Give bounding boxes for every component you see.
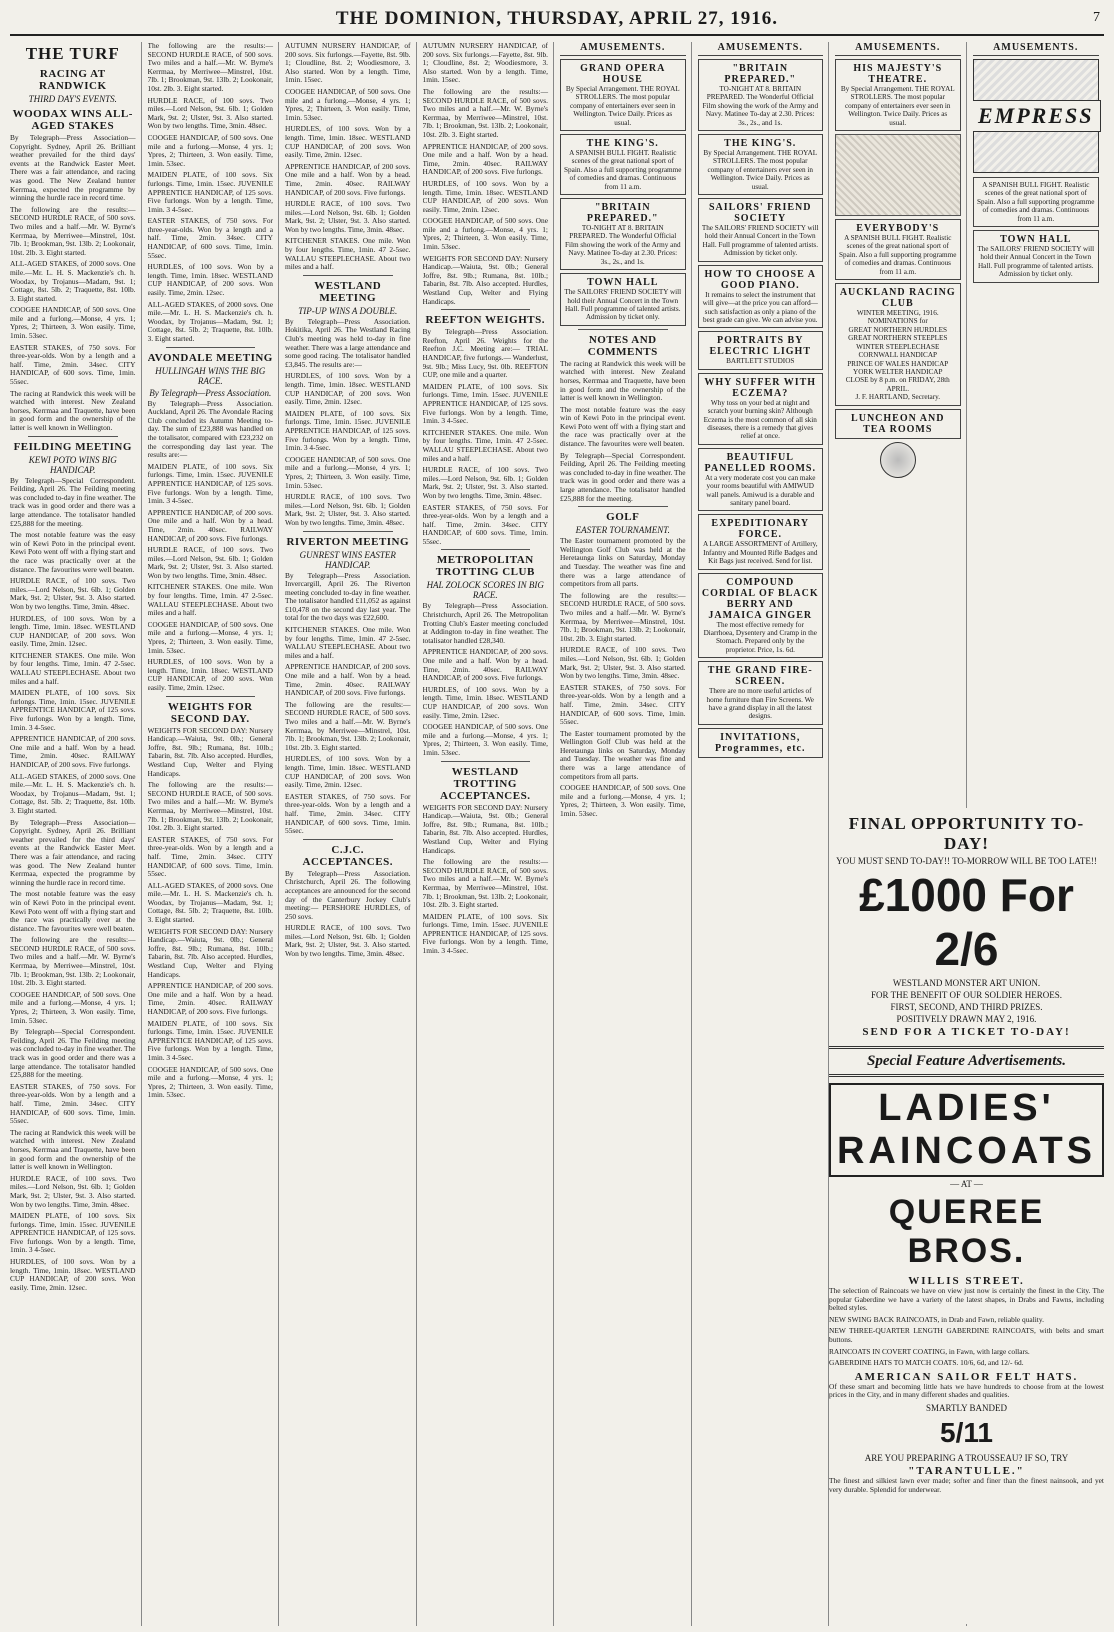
heading-golf: GOLF <box>606 511 640 524</box>
ad-fire-screen <box>698 661 824 725</box>
article-text: The following are the results:— SECOND HURDLE RACE, of 500 sovs. Two miles and a half.—Mr. W. Byrne's Kerrmaa, by Merriwee—Minstrel, 10st. 7lb. 1; Brookman, 9st. 13lb. 2; Lookonair, 10st. 2lb. 3. Eight started. <box>147 42 273 93</box>
article-text: HURDLES, of 100 sovs. Won by a length. Time, 1min. 18sec. WESTLAND CUP HANDICAP, of 200 sovs. Won easily. Time, 2min. 12sec. <box>422 178 548 214</box>
ad-kings <box>560 134 686 195</box>
art-union-benefit: FOR THE BENEFIT OF OUR SOLDIER HEROES. <box>871 990 1062 1000</box>
ad-panelled <box>698 448 824 512</box>
article-text: APPRENTICE HANDICAP, of 200 sovs. One mile and a half. Won by a head. Time, 2min. 40sec. RAILWAY HANDICAP, of 200 sovs. Five furlongs. <box>285 161 411 197</box>
ad-title: "BRITAIN PREPARED." <box>586 202 659 225</box>
article-text: WEIGHTS FOR SECOND DAY: Nursery Handicap.—Waiuta, 9st. 0lb.; General Joffre, 8st. 9lb.; Rumana, 8st. 10lb.; Tabarin, 8st. 7lb. Also accepted. Hurdles, Westland Cup, Welter and Flying Handicaps. <box>422 802 548 855</box>
article-text: HURDLES, of 100 sovs. Won by a length. Time, 1min. 18sec. WESTLAND CUP HANDICAP, of 200 sovs. Won easily. Time, 2min. 12sec. <box>147 262 273 298</box>
raincoats-swing-back: NEW SWING BACK RAINCOATS, in Drab and Fawn, reliable quality. <box>829 1314 1044 1324</box>
article-text: HURDLE RACE, of 100 sovs. Two miles.—Lord Nelson, 9st. 6lb. 1; Golden Mark, 9st. 2; Ulster, 9st. 3. Also started. Won by two lengths. Time, 3min. 48sec. <box>422 465 548 500</box>
article-text: MAIDEN PLATE, of 100 sovs. Six furlongs. Time, 1min. 15sec. JUVENILE APPRENTICE HANDICAP, of 125 sovs. Five furlongs. Won by a length. Time, 1min. 3 4-5sec. <box>147 461 273 506</box>
ad-title: THE KING'S. <box>586 138 659 150</box>
ad-text: A SPANISH BULL FIGHT. Realistic scenes of the great national sport of Spain. Also a full supporting programme of comedies and dramas. Continuous from 11 a.m. <box>839 234 957 276</box>
divider <box>303 531 393 532</box>
art-union-send-now: YOU MUST SEND TO-DAY!! TO-MORROW WILL BE TOO LATE!! <box>836 856 1097 866</box>
column-header: AMUSEMENTS. <box>560 42 686 56</box>
heading-randwick: RACING AT RANDWICK <box>38 68 107 92</box>
ad-title: "BRITAIN PREPARED." <box>724 63 797 85</box>
article-text: HURDLE RACE, of 100 sovs. Two miles.—Lord Nelson, 9st. 6lb. 1; Golden Mark, 9st. 2; Ulster, 9st. 3. Also started. Won by two lengths. Time, 3min. 48sec. <box>285 199 411 234</box>
ad-title: COMPOUND CORDIAL OF BLACK BERRY AND JAMAICA GINGER <box>701 576 819 621</box>
raincoats-hats <box>829 1359 1104 1368</box>
article-text: EASTER STAKES, of 750 sovs. For three-year-olds. Won by a length and a half. Time, 2min. 34sec. CITY HANDICAP, of 600 sovs. Time, 1min. 55sec. <box>147 834 273 879</box>
empress-banner <box>973 59 1100 173</box>
article-text: MAIDEN PLATE, of 100 sovs. Six furlongs. Time, 1min. 15sec. JUVENILE APPRENTICE HANDICAP, of 125 sovs. Five furlongs. Won by a length. Time, 1min. 3 4-5sec. <box>285 408 411 453</box>
article-text: EASTER STAKES, of 750 sovs. For three-year-olds. Won by a length and a half. Time, 2min. 34sec. CITY HANDICAP, of 600 sovs. Time, 1min. 55sec. <box>147 216 273 260</box>
column-header: AMUSEMENTS. <box>835 42 961 56</box>
article-text: COOGEE HANDICAP, of 500 sovs. One mile and a furlong.—Monse, 4 yrs. 1; Ypres, 2; Thirteen, 3. Won easily. Time, 1min. 53sec. <box>560 783 686 819</box>
column-header: AMUSEMENTS. <box>973 42 1100 56</box>
ad-town-hall-2 <box>973 230 1100 283</box>
art-union-send: SEND FOR A TICKET TO-DAY! <box>862 1026 1071 1038</box>
article-text: COOGEE HANDICAP, of 500 sovs. One mile and a furlong.—Monse, 4 yrs. 1; Ypres, 2; Thirteen, 3. Won easily. Time, 1min. 53sec. <box>285 86 411 122</box>
article-text: COOGEE HANDICAP, of 500 sovs. One mile and a furlong.—Monse, 4 yrs. 1; Ypres, 2; Thirteen, 3. Won easily. Time, 1min. 53sec. <box>422 216 548 252</box>
column-6 <box>698 42 830 1626</box>
divider <box>441 309 531 310</box>
article-text: ALL-AGED STAKES, of 2000 sovs. One mile.—Mr. L. H. S. Mackenzie's ch. h. Woodax, by Trojanus—Madam, 9st. 1; Cottage, 8st. 5lb. 2; Traquette, 8st. 10lb. 3. Eight started. <box>10 259 136 303</box>
divider <box>303 839 393 840</box>
ad-title: THE KING'S. <box>724 138 797 150</box>
article-text: By Telegraph—Press Association—Copyright. Sydney, April 26. Brilliant weather prevailed for the third days' events at the Randwick Easter Meet. There was a fair attendance, and racing was good. The New Zealand hunter Kerrmaa, expected the programme by winning the hurdle race in record time. <box>10 133 136 203</box>
ad-text: By Special Arrangement. THE ROYAL STROLLERS. The most popular company of entertainers ever seen in Wellington. Twice Daily. Prices as usual. <box>840 85 955 127</box>
article-text: MAIDEN PLATE, of 100 sovs. Six furlongs. Time, 1min. 15sec. JUVENILE APPRENTICE HANDICAP, of 125 sovs. Five furlongs. Won by a length. Time, 1min. 3 4-5sec. <box>147 170 273 214</box>
ad-title: BEAUTIFUL PANELLED ROOMS. <box>704 451 816 474</box>
smartly-banded: SMARTLY BANDED <box>926 1402 1007 1413</box>
heading-feilding: FEILDING MEETING <box>13 440 132 453</box>
ad-invitations <box>698 728 824 758</box>
article-text: COOGEE HANDICAP, of 500 sovs. One mile and a furlong.—Monse, 4 yrs. 1; Ypres, 2; Thirteen, 3. Won easily. Time, 1min. 53sec. <box>285 454 411 490</box>
ad-title: TOWN HALL <box>587 277 659 289</box>
article-text: AUTUMN NURSERY HANDICAP, of 200 sovs. Six furlongs.—Fayette, 8st. 9lb. 1; Cloudline, 8st. 2; Woodiesmore, 3. Also started. Won by a length. Time, 1min. 15sec. <box>422 42 548 85</box>
art-union-headline: £1000 For 2/6 <box>859 869 1074 975</box>
article-text: ALL-AGED STAKES, of 2000 sovs. One mile.—Mr. L. H. S. Mackenzie's ch. h. Woodax, by Trojanus—Madam, 9st. 1; Cottage, 8st. 5lb. 2; Traquette, 8st. 10lb. 3. Eight started. <box>10 771 136 815</box>
article-text: COOGEE HANDICAP, of 500 sovs. One mile and a furlong.—Monse, 4 yrs. 1; Ypres, 2; Thirteen, 3. Won easily. Time, 1min. 53sec. <box>147 1064 273 1100</box>
ad-grand-opera <box>560 59 686 131</box>
art-union-drawn: POSITIVELY DRAWN MAY 2, 1916. <box>896 1014 1037 1024</box>
seal-emblem <box>880 442 916 478</box>
divider <box>578 506 668 507</box>
ad-text: J. F. HARTLAND, Secretary. <box>855 393 941 402</box>
ad-sailors-friend <box>698 198 824 262</box>
article-text: By Telegraph—Press Association. Hokitika, April 26. The Westland Racing Club's meeting was held to-day in fine weather. There was a large attendance and some good racing. The totalisator handled £3,845. The results are:— <box>285 316 411 369</box>
subheading-third-day: THIRD DAY'S EVENTS. <box>28 94 117 104</box>
article-text: By Telegraph—Special Correspondent. Feilding, April 26. The Feilding meeting was concluded to-day in fine weather. The track was in good order and there was a large attendance. The totalisator handled £25,888 for the meeting. <box>10 1027 136 1080</box>
ad-text: A SPANISH BULL FIGHT. Realistic scenes of the great national sport of Spain. Also a full supporting programme of comedies and dramas. Continuous from 11 a.m. <box>977 181 1095 223</box>
heading-cjc: C.J.C. ACCEPTANCES. <box>302 843 393 868</box>
raincoats-gaberdine: NEW THREE-QUARTER LENGTH GABERDINE RAINCOATS, with belts and smart buttons. <box>829 1326 1104 1344</box>
article-text: The following are the results:— SECOND HURDLE RACE, of 500 sovs. Two miles and a half.—Mr. W. Byrne's Kerrmaa, by Merriwee—Minstrel, 10st. 7lb. 1; Brookman, 9st. 13lb. 2; Lookonair, 10st. 2lb. 3. Eight started. <box>560 590 686 643</box>
heading-riverton: RIVERTON MEETING <box>286 535 410 548</box>
hats-price: 10/6, 6d, and 12/- 6d. <box>960 1358 1024 1368</box>
article-text: KITCHENER STAKES. One mile. Won by four lengths. Time, 1min. 47 2-5sec. WALLAU STEEPLECHASE. About two miles and a half. <box>10 650 136 686</box>
ad-cordial <box>698 573 824 659</box>
ad-title: LUNCHEON AND TEA ROOMS <box>851 412 945 435</box>
article-text: APPRENTICE HANDICAP, of 200 sovs. One mile and a half. Won by a head. Time, 2min. 40sec. RAILWAY HANDICAP, of 200 sovs. Five furlongs. <box>147 981 273 1016</box>
article-text: COOGEE HANDICAP, of 500 sovs. One mile and a furlong.—Monse, 4 yrs. 1; Ypres, 2; Thirteen, 3. Won easily. Time, 1min. 53sec. <box>147 132 273 168</box>
raincoats-at: — AT — <box>950 1179 983 1189</box>
article-text: MAIDEN PLATE, of 100 sovs. Six furlongs. Time, 1min. 15sec. JUVENILE APPRENTICE HANDICAP, of 125 sovs. Five furlongs. Won by a length. Time, 1min. 3 4-5sec. <box>10 688 136 732</box>
ad-luncheon <box>835 409 961 439</box>
article-text: The most notable feature was the easy win of Kewi Poto in the principal event. Kewi Poto went off with a flying start and the race was practically over at the distance. The favourites were well beaten. <box>10 530 136 574</box>
article-text: COOGEE HANDICAP, of 500 sovs. One mile and a furlong.—Monse, 4 yrs. 1; Ypres, 2; Thirteen, 3. Won easily. Time, 1min. 53sec. <box>422 722 548 757</box>
ad-text: The most effective remedy for Diarrhoea, Dysentery and Cramp in the Stomach. Prepared only by the proprietor. Price, 1s. 6d. <box>703 620 817 654</box>
article-text: KITCHENER STAKES. One mile. Won by four lengths. Time, 1min. 47 2-5sec. WALLAU STEEPLECHASE. About two miles and a half. <box>422 427 548 463</box>
ad-expeditionary <box>698 514 824 569</box>
article-text: HURDLE RACE, of 100 sovs. Two miles.—Lord Nelson, 9st. 6lb. 1; Golden Mark, 9st. 2; Ulster, 9st. 3. Also started. Won by two lengths. Time, 3min. 48sec. <box>10 1173 136 1209</box>
ad-auckland-racing <box>835 283 961 405</box>
article-text: By Telegraph—Press Association. Invercargill, April 26. The Riverton meeting concluded to-day in fine weather. The totalisator handled £11,052 as against £10,478 on the second day last year. The total for the two days was £22,600. <box>285 570 411 623</box>
article-text: WEIGHTS FOR SECOND DAY: Nursery Handicap.—Waiuta, 9st. 0lb.; General Joffre, 8st. 9lb.; Rumana, 8st. 10lb.; Tabarin, 8st. 7lb. Also accepted. Hurdles, Westland Cup, Welter and Flying Handicaps. <box>147 926 273 979</box>
hats-label: GABERDINE HATS TO MATCH COATS. <box>829 1358 959 1368</box>
subheading-hullingah: HULLINGAH WINS THE BIG RACE. <box>155 365 266 386</box>
divider <box>28 436 118 437</box>
sailor-hats-text: Of these smart and becoming little hats we have hundreds to choose from at the lowest prices in the City, and in many different shades and qualities. <box>829 1381 1104 1400</box>
article-text: HURDLE RACE, of 100 sovs. Two miles.—Lord Nelson, 9st. 6lb. 1; Golden Mark, 9st. 2; Ulster, 9st. 3. Also started. Won by two lengths. Time, 3min. 48sec. <box>285 492 411 527</box>
ad-text: The SAILORS' FRIEND SOCIETY will hold their Annual Concert in the Town Hall. Full programme of talented artists. Admission by ticket only. <box>701 224 819 258</box>
article-text: HURDLES, of 100 sovs. Won by a length. Time, 1min. 18sec. WESTLAND CUP HANDICAP, of 200 sovs. Won easily. Time, 2min. 12sec. <box>285 754 411 790</box>
ad-empress-program <box>973 177 1100 227</box>
special-feature-area <box>829 808 1104 1624</box>
column-2 <box>148 42 280 1626</box>
article-text: APPRENTICE HANDICAP, of 200 sovs. One mile and a half. Won by a head. Time, 2min. 40sec. RAILWAY HANDICAP, of 200 sovs. Five furlongs. <box>285 662 411 698</box>
article-text: HURDLES, of 100 sovs. Won by a length. Time, 1min. 18sec. WESTLAND CUP HANDICAP, of 200 sovs. Won easily. Time, 2min. 12sec. <box>147 657 273 692</box>
ad-title: SAILORS' FRIEND SOCIETY <box>708 202 812 225</box>
column-1 <box>10 42 142 1626</box>
ad-text: GREAT NORTHERN STEEPLES <box>848 334 948 343</box>
subheading-tip-up: TIP-UP WINS A DOUBLE. <box>298 305 398 316</box>
queree-bros-title: QUEREE BROS. <box>888 1193 1045 1270</box>
subheading-woodax: WOODAX WINS ALL-AGED STAKES <box>12 108 133 132</box>
ad-his-majestys <box>835 59 961 131</box>
column-header: AMUSEMENTS. <box>698 42 824 56</box>
article-text: The following are the results:— SECOND HURDLE RACE, of 500 sovs. Two miles and a half.—Mr. W. Byrne's Kerrmaa, by Merriwee—Minstrel, 10st. 7lb. 1; Brookman, 9st. 13lb. 2; Lookonair, 10st. 2lb. 3. Eight started. <box>147 780 273 833</box>
masthead <box>10 6 1104 36</box>
masthead-title: THE DOMINION, THURSDAY, APRIL 27, 1916. <box>335 8 779 29</box>
ad-title: HIS MAJESTY'S THEATRE. <box>853 63 943 85</box>
divider <box>441 549 531 550</box>
article-text: ALL-AGED STAKES, of 2000 sovs. One mile.—Mr. L. H. S. Mackenzie's ch. h. Woodax, by Trojanus—Madam, 9st. 1; Cottage, 8st. 5lb. 2; Traquette, 8st. 10lb. 3. Eight started. <box>147 299 273 343</box>
article-text: MAIDEN PLATE, of 100 sovs. Six furlongs. Time, 1min. 15sec. JUVENILE APPRENTICE HANDICAP, of 125 sovs. Five furlongs. Won by a length. Time, 1min. 3 4-5sec. <box>422 911 548 956</box>
heading-notes: NOTES AND COMMENTS <box>587 333 658 358</box>
art-union-prizes: FIRST, SECOND, AND THIRD PRIZES. <box>890 1002 1043 1012</box>
article-text: The following are the results:— SECOND HURDLE RACE, of 500 sovs. Two miles and a half.—Mr. W. Byrne's Kerrmaa, by Merriwee—Minstrel, 10st. 7lb. 1; Brookman, 9st. 13lb. 2; Lookonair, 10st. 2lb. 3. Eight started. <box>285 699 411 752</box>
ad-text: YORK WELTER HANDICAP <box>853 367 943 376</box>
raincoats-intro: The selection of Raincoats we have on view just now is certainly the finest in the City. The popular Gaberdine we have a variety of the latest shapes, in Drabs and Fawns, including belted styles. <box>829 1286 1104 1313</box>
section-title-turf: THE TURF <box>25 44 120 63</box>
ad-title: THE GRAND FIRE-SCREEN. <box>707 665 813 688</box>
ad-text: PRINCE OF WALES HANDICAP <box>847 359 949 368</box>
ad-eczema <box>698 373 824 445</box>
special-feature-heading: Special Feature Advertisements. <box>829 1046 1104 1077</box>
article-text: MAIDEN PLATE, of 100 sovs. Six furlongs. Time, 1min. 15sec. JUVENILE APPRENTICE HANDICAP, of 125 sovs. Five furlongs. Won by a length. Time, 1min. 3 4-5sec. <box>10 1211 136 1255</box>
article-text: APPRENTICE HANDICAP, of 200 sovs. One mile and a half. Won by a head. Time, 2min. 40sec. RAILWAY HANDICAP, of 200 sovs. Five furlongs. <box>10 734 136 769</box>
byline: By Telegraph—Press Association. <box>149 387 272 398</box>
ad-text: Why toss on your bed at night and scratch your burning skin? Although Eczema is the most common of all skin diseases, there is a remedy that gives relief at once. <box>703 398 817 441</box>
trousseau-question: ARE YOU PREPARING A TROUSSEAU? IF SO, TRY <box>864 1452 1069 1463</box>
article-text: KITCHENER STAKES. One mile. Won by four lengths. Time, 1min. 47 2-5sec. WALLAU STEEPLECHASE. About two miles and a half. <box>147 582 273 618</box>
article-text: HURDLE RACE, of 100 sovs. Two miles.—Lord Nelson, 9st. 6lb. 1; Golden Mark, 9st. 2; Ulster, 9st. 3. Also started. Won by two lengths. Time, 3min. 48sec. <box>147 545 273 580</box>
ad-title: GRAND OPERA HOUSE <box>580 63 666 85</box>
ad-britain-prepared-2 <box>698 59 824 131</box>
article-text: The racing at Randwick this week will be watched with interest. New Zealand horses, Kerrmaa and Traquette, have been in good form and the ownership of the latter is well known in Wellington. <box>560 358 686 403</box>
article-text: WEIGHTS FOR SECOND DAY: Nursery Handicap.—Waiuta, 9st. 0lb.; General Joffre, 8st. 9lb.; Rumana, 8st. 10lb.; Tabarin, 8st. 7lb. Also accepted. Hurdles, Westland Cup, Welter and Flying Handicaps. <box>422 253 548 306</box>
article-text: The following are the results:— SECOND HURDLE RACE, of 500 sovs. Two miles and a half.—Mr. W. Byrne's Kerrmaa, by Merriwee—Minstrel, 10st. 7lb. 1; Brookman, 9st. 13lb. 2; Lookonair, 10st. 2lb. 3. Eight started. <box>10 204 136 257</box>
art-union-westland: WESTLAND MONSTER ART UNION. <box>892 978 1041 988</box>
article-text: By Telegraph—Special Correspondent. Feilding, April 26. The Feilding meeting was concluded to-day in fine weather. The track was in good order and there was a large attendance. The totalisator handled £25,888 for the meeting. <box>560 450 686 503</box>
article-text: MAIDEN PLATE, of 100 sovs. Six furlongs. Time, 1min. 15sec. JUVENILE APPRENTICE HANDICAP, of 125 sovs. Five furlongs. Won by a length. Time, 1min. 3 4-5sec. <box>147 1018 273 1062</box>
ad-text: TO-NIGHT AT 8. BRITAIN PREPARED. The Wonderful Official Film showing the work of the Army and Navy. Matinee To-day at 2.30. Prices: 3s., 2s., and 1s. <box>702 85 819 127</box>
ad-text: TO-NIGHT AT 8. BRITAIN PREPARED. The Wonderful Official Film showing the work of the Army and Navy. Matinee To-day at 2.30. Prices: 3s., 2s., and 1s. <box>564 224 681 266</box>
ad-text: It remains to select the instrument that will give—at the price you can afford—such satisfaction as only a piano of the best grade can give. We can advise you. <box>702 290 818 324</box>
article-text: HURDLES, of 100 sovs. Won by a length. Time, 1min. 18sec. WESTLAND CUP HANDICAP, of 200 sovs. Won easily. Time, 2min. 12sec. <box>422 684 548 720</box>
sailor-hat-price: 5/11 <box>940 1416 993 1448</box>
article-text: ALL-AGED STAKES, of 2000 sovs. One mile.—Mr. L. H. S. Mackenzie's ch. h. Woodax, by Trojanus—Madam, 9st. 1; Cottage, 8st. 5lb. 2; Traquette, 8st. 10lb. 3. Eight started. <box>147 880 273 925</box>
article-text: By Telegraph—Press Association. Auckland, April 26. The Avondale Racing Club concluded its Autumn Meeting to-day. The sum of £23,888 was handled on the totalisator, compared with £23,232 on the corresponding day last year. The results are:— <box>147 398 273 460</box>
divider <box>303 275 393 276</box>
ad-text: BARTLETT STUDIOS <box>726 357 795 366</box>
ad-text: At a very moderate cost you can make your rooms beautiful with AMIWUD wall panels. Amiwud is a durable and sanitary panel board. <box>705 473 816 507</box>
column-5 <box>560 42 692 1626</box>
subheading-kewi-poto: KEWI POTO WINS BIG HANDICAP. <box>28 454 117 475</box>
ad-title: WHY SUFFER WITH ECZEMA? <box>704 376 817 399</box>
column-3 <box>285 42 417 1626</box>
column-4 <box>423 42 555 1626</box>
article-text: COOGEE HANDICAP, of 500 sovs. One mile and a furlong.—Monse, 4 yrs. 1; Ypres, 2; Thirteen, 3. Won easily. Time, 1min. 53sec. <box>147 619 273 655</box>
article-text: MAIDEN PLATE, of 100 sovs. Six furlongs. Time, 1min. 15sec. JUVENILE APPRENTICE HANDICAP, of 125 sovs. Five furlongs. Won by a length. Time, 1min. 3 4-5sec. <box>422 381 548 426</box>
article-text: By Telegraph—Press Association—Copyright. Sydney, April 26. Brilliant weather prevailed for the third days' events at the Randwick Easter Meet. There was a fair attendance, and racing was good. The New Zealand hunter Kerrmaa, expected the programme by winning the hurdle race in record time. <box>10 817 136 887</box>
ad-title: EVERYBODY'S <box>856 223 940 235</box>
ad-kings-2 <box>698 134 824 195</box>
article-text: The most notable feature was the easy win of Kewi Poto in the principal event. Kewi Poto went off with a flying start and the race was practically over at the distance. The favourites were well beaten. <box>560 404 686 449</box>
ad-text: By Special Arrangement. THE ROYAL STROLLERS. The most popular company of entertainers ever seen in Wellington. Twice Daily. Prices as usual. <box>703 149 818 191</box>
heading-weights: WEIGHTS FOR SECOND DAY. <box>167 700 253 725</box>
article-text: APPRENTICE HANDICAP, of 200 sovs. One mile and a half. Won by a head. Time, 2min. 40sec. RAILWAY HANDICAP, of 200 sovs. Five furlongs. <box>422 647 548 683</box>
heading-reefton: REEFTON WEIGHTS. <box>425 314 545 327</box>
article-text: By Telegraph—Press Association. Reefton, April 26. Weights for the Reefton J.C. Meeting are:— TRIAL HANDICAP, five furlongs.— Wanderlust, 9st. 9lb.; Miss Lucy, 9st. 0lb. REEFTON CUP, one mile and a quarter. <box>422 327 548 380</box>
article-text: The racing at Randwick this week will be watched with interest. New Zealand horses, Kerrmaa and Traquette, have been in good form and the ownership of the latter is well known in Wellington. <box>10 388 136 432</box>
article-text: HURDLES, of 100 sovs. Won by a length. Time, 1min. 18sec. WESTLAND CUP HANDICAP, of 200 sovs. Won easily. Time, 2min. 12sec. <box>10 1257 136 1292</box>
ad-text: CLOSE by 8 p.m. on FRIDAY, 28th APRIL. <box>845 376 950 393</box>
article-text: HURDLE RACE, of 100 sovs. Two miles.—Lord Nelson, 9st. 6lb. 1; Golden Mark, 9st. 2; Ulster, 9st. 3. Also started. Won by two lengths. Time, 3min. 48sec. <box>285 923 411 959</box>
ad-text: WINTER MEETING, 1916. <box>856 309 939 318</box>
subheading-gunrest: GUNREST WINS EASTER HANDICAP. <box>299 549 396 570</box>
heading-avondale: AVONDALE MEETING <box>147 351 273 364</box>
ad-title: PORTRAITS BY ELECTRIC LIGHT <box>709 335 812 358</box>
article-text: The Easter tournament promoted by the Wellington Golf Club was held at the Heretaunga links on Saturday, Monday and Tuesday. The weather was fine and there was a large attendance of competitors from all parts. <box>560 536 686 589</box>
article-text: The following are the results:— SECOND HURDLE RACE, of 500 sovs. Two miles and a half.—Mr. W. Byrne's Kerrmaa, by Merriwee—Minstrel, 10st. 7lb. 1; Brookman, 9st. 13lb. 2; Lookonair, 10st. 2lb. 3. Eight started. <box>422 857 548 910</box>
article-text: HURDLE RACE, of 100 sovs. Two miles.—Lord Nelson, 9st. 6lb. 1; Golden Mark, 9st. 2; Ulster, 9st. 3. Also started. Won by two lengths. Time, 3min. 48sec. <box>560 645 686 681</box>
ad-everybodys <box>835 219 961 280</box>
ad-town-hall <box>560 273 686 326</box>
ad-text: A LARGE ASSORTMENT of Artillery, Infantry and Mounted Rifle Badges and Kit Bags just received. Send for list. <box>702 540 818 566</box>
raincoats-banner: LADIES' RAINCOATS <box>829 1083 1104 1177</box>
divider <box>166 347 256 348</box>
heading-westland-trotting: WESTLAND TROTTING ACCEPTANCES. <box>440 765 531 802</box>
article-text: APPRENTICE HANDICAP, of 200 sovs. One mile and a half. Won by a head. Time, 2min. 40sec. RAILWAY HANDICAP, of 200 sovs. Five furlongs. <box>422 141 548 177</box>
ad-title: INVITATIONS, Programmes, etc. <box>714 731 806 754</box>
ad-text: A SPANISH BULL FIGHT. Realistic scenes of the great national sport of Spain. Also a full supporting programme of comedies and dramas. Continuous from 11 a.m. <box>564 149 682 191</box>
article-text: EASTER STAKES, of 750 sovs. For three-year-olds. Won by a length and a half. Time, 2min. 34sec. CITY HANDICAP, of 600 sovs. Time, 1min. 55sec. <box>560 682 686 727</box>
ad-britain-prepared <box>560 198 686 270</box>
ad-text: The SAILORS' FRIEND SOCIETY will hold their Annual Concert in the Town Hall. Full programme of talented artists. Admission by ticket only. <box>564 288 682 322</box>
article-text: HURDLE RACE, of 100 sovs. Two miles.—Lord Nelson, 9st. 6lb. 1; Golden Mark, 9st. 2; Ulster, 9st. 3. Also started. Won by two lengths. Time, 3min. 48sec. <box>147 95 273 131</box>
article-text: EASTER STAKES, of 750 sovs. For three-year-olds. Won by a length and a half. Time, 2min. 34sec. CITY HANDICAP, of 600 sovs. Time, 1min. 55sec. <box>285 791 411 836</box>
article-text: By Telegraph—Press Association. Christchurch, April 26. The Metropolitan Trotting Club's Easter meeting concluded at Addington to-day in fine weather. The totalisator handled £28,340. <box>422 601 548 645</box>
ad-pianos <box>698 265 824 329</box>
article-text: HURDLES, of 100 sovs. Won by a length. Time, 1min. 18sec. WESTLAND CUP HANDICAP, of 200 sovs. Won easily. Time, 2min. 12sec. <box>285 124 411 160</box>
article-text: By Telegraph—Press Association. Christchurch, April 26. The following acceptances are announced for the second day of the Canterbury Jockey Club's meeting:— PERSHORE HURDLES, of 250 sovs. <box>285 868 411 921</box>
ad-portraits <box>698 331 824 369</box>
article-text: KITCHENER STAKES. One mile. Won by four lengths. Time, 1min. 47 2-5sec. WALLAU STEEPLECHASE. About two miles and a half. <box>285 236 411 272</box>
ad-text: By Special Arrangement. THE ROYAL STROLLERS. The most popular company of entertainers ever seen in Wellington. Twice Daily. Prices as usual. <box>565 85 680 127</box>
ad-title: AUCKLAND RACING CLUB <box>839 287 956 310</box>
willis-street: WILLIS STREET. <box>908 1275 1025 1287</box>
article-text: The most notable feature was the easy win of Kewi Poto in the principal event. Kewi Poto went off with a flying start and the race was practically over at the distance. The favourites were well beaten. <box>10 889 136 933</box>
article-text: EASTER STAKES, of 750 sovs. For three-year-olds. Won by a length and a half. Time, 2min. 34sec. CITY HANDICAP, of 600 sovs. Time, 1min. 55sec. <box>422 502 548 546</box>
ad-title: EXPEDITIONARY FORCE. <box>711 518 810 541</box>
article-text: WEIGHTS FOR SECOND DAY: Nursery Handicap.—Waiuta, 9st. 0lb.; General Joffre, 8st. 9lb.; Rumana, 8st. 10lb.; Tabarin, 8st. 7lb. Also accepted. Hurdles, Westland Cup, Welter and Flying Handicaps. <box>147 725 273 778</box>
article-text: The racing at Randwick this week will be watched with interest. New Zealand horses, Kerrmaa and Traquette, have been in good form and the ownership of the latter is well known in Wellington. <box>10 1127 136 1172</box>
article-text: KITCHENER STAKES. One mile. Won by four lengths. Time, 1min. 47 2-5sec. WALLAU STEEPLECHASE. About two miles and a half. <box>285 625 411 660</box>
divider <box>578 329 668 330</box>
ad-title: TOWN HALL <box>1000 234 1072 246</box>
sailor-hats-heading: AMERICAN SAILOR FELT HATS. <box>854 1370 1079 1383</box>
ad-text: CORNWALL HANDICAP <box>858 351 938 360</box>
subheading-hal-zolock: HAL ZOLOCK SCORES IN BIG RACE. <box>426 580 544 601</box>
article-text: The following are the results:— SECOND HURDLE RACE, of 500 sovs. Two miles and a half.—Mr. W. Byrne's Kerrmaa, by Merriwee—Minstrel, 10st. 7lb. 1; Brookman, 9st. 13lb. 2; Lookonair, 10st. 2lb. 3. Eight started. <box>422 86 548 139</box>
ad-title: HOW TO CHOOSE A GOOD PIANO. <box>704 268 816 291</box>
raincoats-covert: RAINCOATS IN COVERT COATING, in Fawn, with large collars. <box>829 1346 1030 1356</box>
tarantulle-title: "TARANTULLE." <box>908 1464 1025 1477</box>
page-number: 7 <box>1093 10 1100 25</box>
article-text: COOGEE HANDICAP, of 500 sovs. One mile and a furlong.—Monse, 4 yrs. 1; Ypres, 2; Thirteen, 3. Won easily. Time, 1min. 53sec. <box>10 989 136 1025</box>
ad-text: There are no more useful articles of home furniture than Fire Screens. We have a grand display in all the latest designs. <box>706 687 814 721</box>
subheading-easter-tournament: EASTER TOURNAMENT. <box>575 525 670 536</box>
article-text: By Telegraph—Special Correspondent. Feilding, April 26. The Feilding meeting was concluded to-day in fine weather. The track was in good order and there was a large attendance. The totalisator handled £25,888 for the meeting. <box>10 475 136 528</box>
divider <box>166 696 256 697</box>
article-text: HURDLE RACE, of 100 sovs. Two miles.—Lord Nelson, 9st. 6lb. 1; Golden Mark, 9st. 2; Ulster, 9st. 3. Also started. Won by two lengths. Time, 3min. 48sec. <box>10 576 136 611</box>
article-text: HURDLES, of 100 sovs. Won by a length. Time, 1min. 18sec. WESTLAND CUP HANDICAP, of 200 sovs. Won easily. Time, 2min. 12sec. <box>10 613 136 649</box>
article-text: HURDLES, of 100 sovs. Won by a length. Time, 1min. 18sec. WESTLAND CUP HANDICAP, of 200 sovs. Won easily. Time, 2min. 12sec. <box>285 371 411 407</box>
tarantulle-text: The finest and silkiest lawn ever made; softer and finer than the finest nainsook, and yet very durable. Splendid for underwear. <box>829 1475 1104 1494</box>
article-text: EASTER STAKES, of 750 sovs. For three-year-olds. Won by a length and a half. Time, 2min. 34sec. CITY HANDICAP, of 600 sovs. Time, 1min. 55sec. <box>10 342 136 387</box>
ad-text: GREAT NORTHERN HURDLES <box>848 325 947 334</box>
divider <box>441 761 531 762</box>
article-text: APPRENTICE HANDICAP, of 200 sovs. One mile and a half. Won by a head. Time, 2min. 40sec. RAILWAY HANDICAP, of 200 sovs. Five furlongs. <box>147 507 273 543</box>
article-text: COOGEE HANDICAP, of 500 sovs. One mile and a furlong.—Monse, 4 yrs. 1; Ypres, 2; Thirteen, 3. Won easily. Time, 1min. 53sec. <box>10 305 136 341</box>
ad-text: The SAILORS' FRIEND SOCIETY will hold their Annual Concert in the Town Hall. Full programme of talented artists. Admission by ticket only. <box>977 245 1095 279</box>
article-text: EASTER STAKES, of 750 sovs. For three-year-olds. Won by a length and a half. Time, 2min. 34sec. CITY HANDICAP, of 600 sovs. Time, 1min. 55sec. <box>10 1081 136 1126</box>
empress-title: EMPRESS <box>973 100 1101 132</box>
article-text: The following are the results:— SECOND HURDLE RACE, of 500 sovs. Two miles and a half.—Mr. W. Byrne's Kerrmaa, by Merriwee—Minstrel, 10st. 7lb. 1; Brookman, 9st. 13lb. 2; Lookonair, 10st. 2lb. 3. Eight started. <box>10 935 136 988</box>
art-union-final: FINAL OPPORTUNITY TO-DAY! <box>848 814 1085 853</box>
heading-westland: WESTLAND MEETING <box>314 279 382 304</box>
ad-illustration <box>835 134 961 216</box>
article-text: AUTUMN NURSERY HANDICAP, of 200 sovs. Six furlongs.—Fayette, 8st. 9lb. 1; Cloudline, 8st. 2; Woodiesmore, 3. Also started. Won by a length. Time, 1min. 15sec. <box>285 42 411 85</box>
article-text: The Easter tournament promoted by the Wellington Golf Club was held at the Heretaunga links on Saturday, Monday and Tuesday. The weather was fine and there was a large attendance of competitors from all parts. <box>560 728 686 781</box>
ad-text: WINTER STEEPLECHASE <box>856 342 940 351</box>
heading-metropolitan: METROPOLITAN TROTTING CLUB <box>435 554 535 579</box>
ad-text: NOMINATIONS for <box>867 317 928 326</box>
